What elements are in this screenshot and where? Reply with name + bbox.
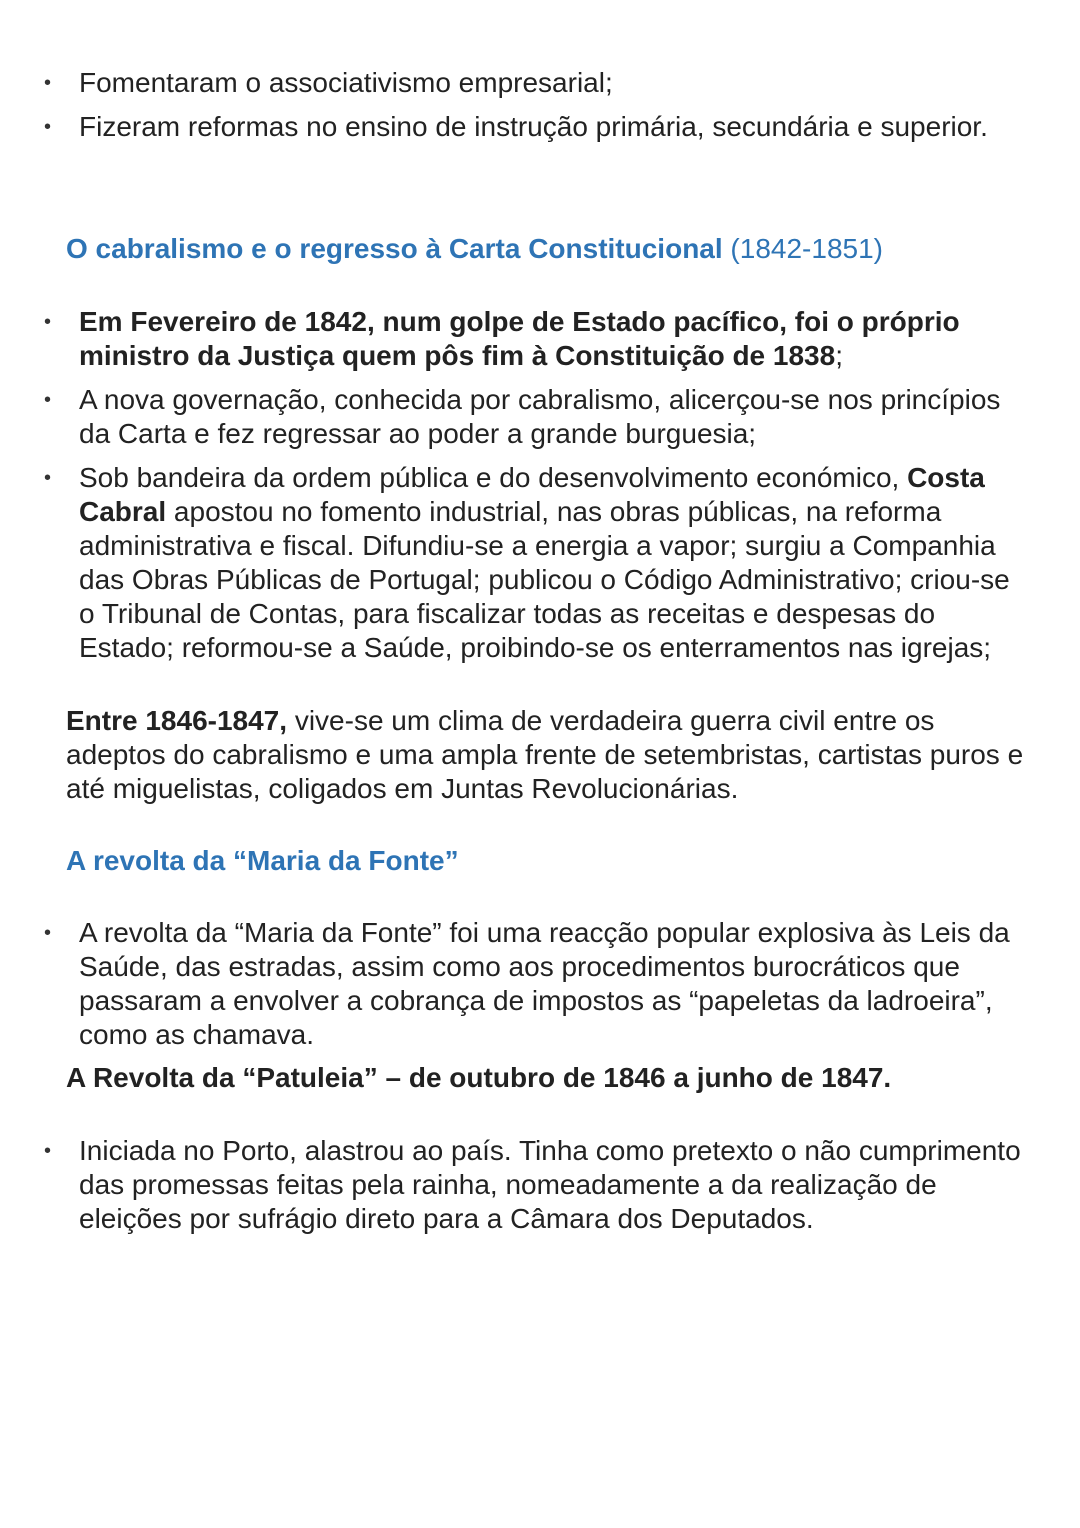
bullet-bold-text: Costa Cabral — [79, 462, 985, 527]
bullet-text: ; — [835, 340, 843, 371]
list-item — [0, 305, 1080, 373]
maria-da-fonte-list — [0, 916, 1080, 1062]
paragraph-bold-text: Entre 1846-1847, — [66, 705, 288, 736]
list-item — [0, 461, 1080, 665]
cabralismo-list — [0, 305, 1080, 675]
bullet-text: apostou no fomento industrial, nas obras públicas, na reforma administrativa e fiscal. Difundiu-se a energia a vapor; surgiu a Companhia das Obras Públicas de Portugal; publicou o Código Administrativo; criou-se o Tribunal de Contas, para fiscalizar todas as receitas e despesas do Estado; reformou-se a Saúde, proibindo-se os enterramentos nas igrejas; — [79, 496, 1010, 663]
paragraph-civil-war — [66, 704, 1026, 806]
heading-title: O cabralismo e o regresso à Carta Constitucional — [66, 233, 723, 264]
intro-list — [0, 66, 1080, 154]
bullet-text: A revolta da “Maria da Fonte” foi uma reacção popular explosiva às Leis da Saúde, das estradas, assim como aos procedimentos burocráticos que passaram a envolver a cobrança de impostos as “papeletas da ladroeira”, como as chamava. — [79, 917, 1010, 1050]
bullet-bold-text: Em Fevereiro de 1842, num golpe de Estado pacífico, foi o próprio ministro da Justiça quem pôs fim à Constituição de 1838 — [79, 306, 960, 371]
subheading-patuleia: A Revolta da “Patuleia” – de outubro de 1846 a junho de 1847. — [66, 1062, 892, 1093]
list-item — [0, 383, 1080, 451]
paragraph-text: vive-se um clima de verdadeira guerra civil entre os adeptos do cabralismo e uma ampla frente de setembristas, cartistas puros e até miguelistas, coligados em Juntas Revolucionárias. — [66, 705, 1024, 804]
bullet-text: Iniciada no Porto, alastrou ao país. Tinha como pretexto o não cumprimento das promessas feitas pela rainha, nomeadamente a da realização de eleições por sufrágio direto para a Câmara dos Deputados. — [79, 1135, 1021, 1234]
section-heading-maria-da-fonte: A revolta da “Maria da Fonte” — [66, 845, 459, 876]
bullet-text: Fizeram reformas no ensino de instrução primária, secundária e superior. — [79, 111, 988, 142]
section-heading-cabralismo — [66, 232, 883, 266]
heading-years: (1842-1851) — [722, 233, 883, 264]
bullet-text: Sob bandeira da ordem pública e do desenvolvimento económico, — [79, 462, 908, 493]
bullet-text: A nova governação, conhecida por cabralismo, alicerçou-se nos princípios da Carta e fez regressar ao poder a grande burguesia; — [79, 384, 1001, 449]
list-item — [0, 916, 1080, 1052]
list-item — [0, 1134, 1080, 1236]
patuleia-list — [0, 1134, 1080, 1246]
list-item — [0, 110, 1080, 144]
bullet-text: Fomentaram o associativismo empresarial; — [79, 67, 613, 98]
list-item — [0, 66, 1080, 100]
